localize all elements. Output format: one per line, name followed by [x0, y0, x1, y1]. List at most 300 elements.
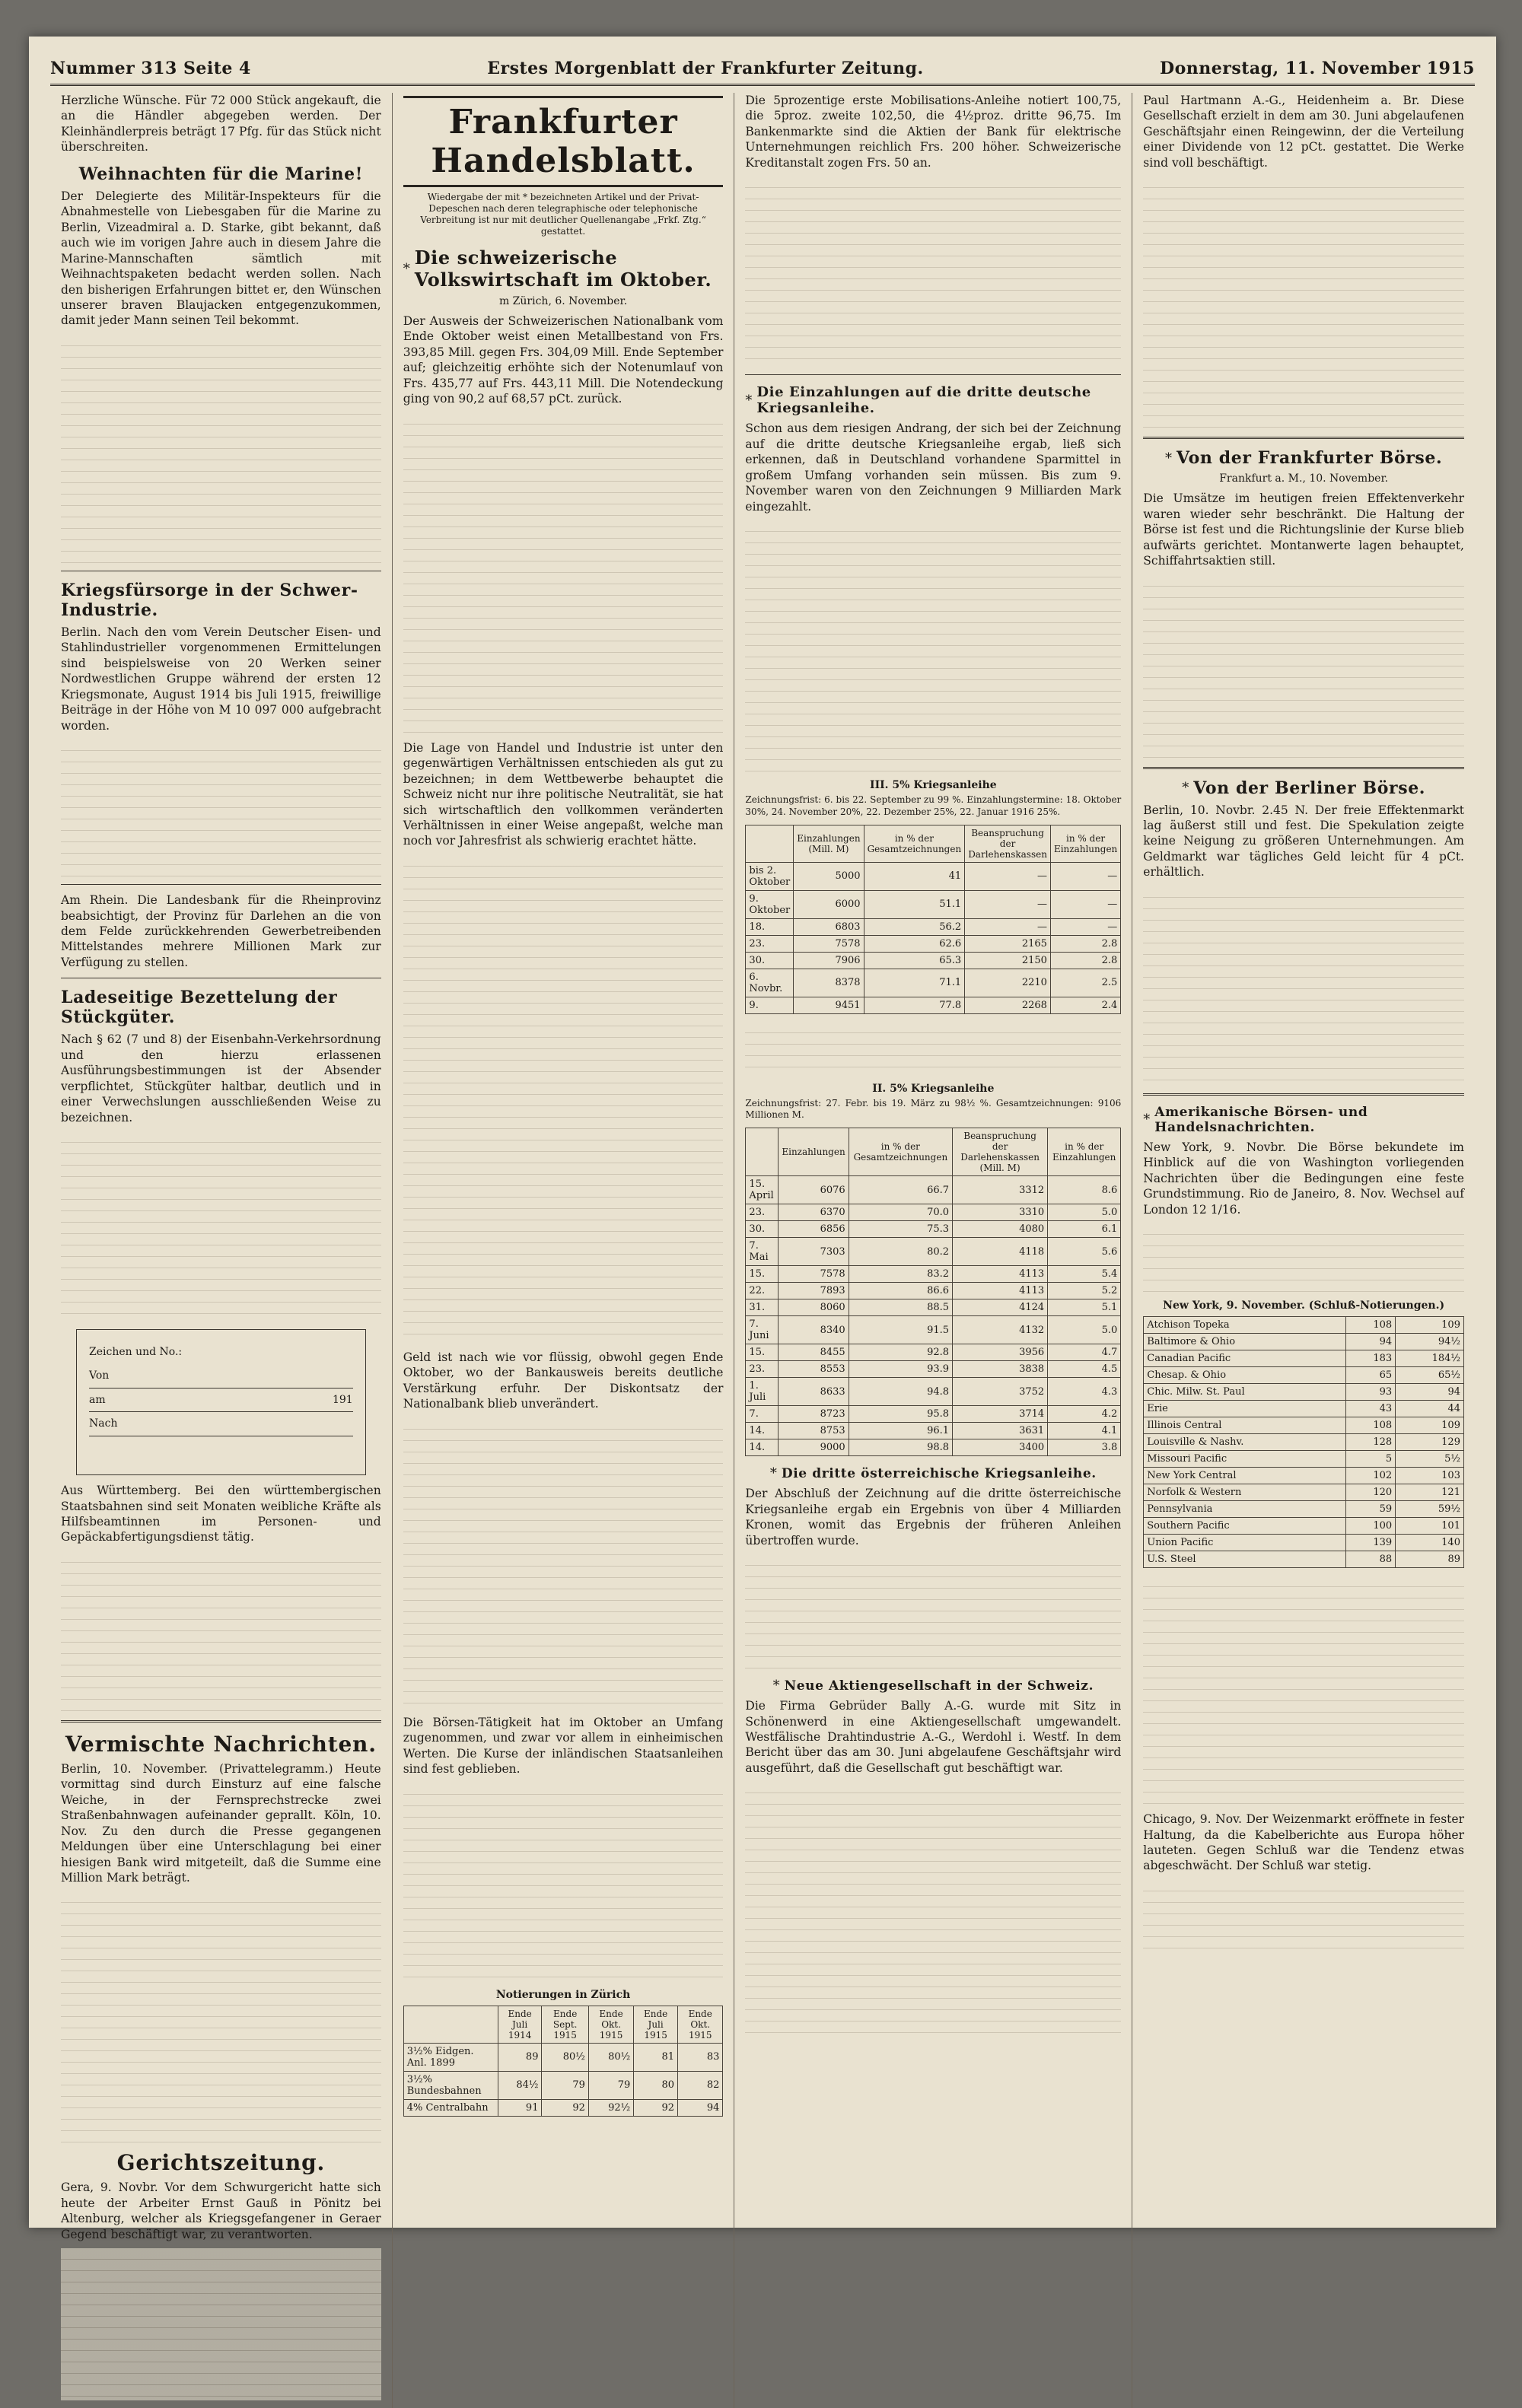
article-headline [745, 1465, 1121, 1481]
table-cell: 6856 [779, 1221, 849, 1238]
table-cell: 6000 [794, 890, 864, 918]
table-cell: — [965, 918, 1051, 935]
table-cell: 91 [498, 2099, 542, 2116]
table-cell: 8.6 [1048, 1176, 1121, 1204]
article-text: Herzliche Wünsche. Für 72 000 Stück angekauft, die an die Händler abgegeben werden. Der Kleinhändlerpreis beträgt 17 Pfg. für das Stück nicht überschreiten. [61, 94, 381, 154]
table-cell: — [965, 890, 1051, 918]
table-header-cell: Beanspruchung der Darlehenskassen (Mill. M) [953, 1128, 1048, 1176]
table-cell: 89 [1396, 1551, 1464, 1568]
headline-text: Die Einzahlungen auf die dritte deutsche Kriegsanleihe. [756, 384, 1091, 417]
table-row [1144, 1484, 1464, 1501]
table-cell: Illinois Central [1144, 1417, 1346, 1434]
table-cell: 140 [1396, 1535, 1464, 1551]
table-cell: 183 [1345, 1350, 1395, 1367]
article-text: Der Abschluß der Zeichnung auf die dritte österreichische Kriegsanleihe ergab ein Ergebnis von über 4 Milliarden Kronen, womit das Ergebnis der früheren Anleihen übertroffen wurde. [745, 1487, 1122, 1548]
asterisk-icon: * [1164, 450, 1172, 466]
column-2 [393, 93, 735, 2408]
table-cell: 9000 [779, 1439, 849, 1456]
section-heading: Gerichtszeitung. [116, 2150, 326, 2176]
table-cell: 128 [1345, 1434, 1395, 1451]
table-cell: 86.6 [849, 1283, 952, 1299]
article-text: Berlin, 10. November. (Privattelegramm.) Heute vormittag sind durch Einsturz auf eine falsche Weiche, in der Fernsprechstrecke zwei Straßenbahnwagen aufeinander geprallt. Köln, 10. Nov. Zu den durch die Presse gegangenen Meldungen über eine Unterschlagung bei einer hiesigen Bank wird mitgeteilt, daß die Summe eine Million Mark beträgt. [61, 1761, 381, 1885]
columns [50, 93, 1475, 2241]
table-row [746, 1238, 1121, 1266]
masthead-note: Wiedergabe der mit * bezeichneten Artikel und der Privat-Depeschen nach deren telegraphische oder telephonische Verbreitung ist nur mit deutlicher Quellenangabe „Frkf. Ztg.“ gestattet. [420, 192, 706, 237]
table-row [746, 952, 1121, 969]
table-cell: 8378 [794, 969, 864, 997]
asterisk-icon: * [1182, 780, 1189, 797]
war-loan-iii-table [745, 825, 1121, 1014]
table-cell: 31. [746, 1299, 779, 1316]
table-cell: 8723 [779, 1406, 849, 1423]
headline-text: Von der Frankfurter Börse. [1176, 448, 1443, 469]
table-cell: 7893 [779, 1283, 849, 1299]
table-row [1144, 1551, 1464, 1568]
table-header-cell: in % der Gesamtzeichnungen [864, 825, 965, 862]
article-text-continued [61, 740, 381, 876]
table-cell: 129 [1396, 1434, 1464, 1451]
form-label: Zeichen und No.: [89, 1346, 183, 1359]
table-cell: — [1050, 862, 1120, 890]
table-caption: New York, 9. November. (Schluß-Notierungen.) [1163, 1299, 1445, 1312]
table-cell: 93.9 [849, 1361, 952, 1378]
article-text: Aus Württemberg. Bei den württembergischen Staatsbahnen sind seit Monaten weibliche Kräfte als Hilfsbeamtinnen im Personen- und Gepäckabfertigungsdienst tätig. [61, 1484, 381, 1544]
table-cell: 4124 [953, 1299, 1048, 1316]
table-cell: 5.0 [1048, 1204, 1121, 1221]
table-cell: 5.1 [1048, 1299, 1121, 1316]
table-cell: 108 [1345, 1317, 1395, 1334]
table-cell: 79 [542, 2071, 588, 2099]
table-cell: 22. [746, 1283, 779, 1299]
table-cell: 80½ [588, 2043, 633, 2071]
article-headline [745, 1678, 1121, 1694]
table-cell: 14. [746, 1439, 779, 1456]
table-cell: 4% Centralbahn [403, 2099, 498, 2116]
table-row [746, 935, 1121, 952]
article-text-continued [403, 1418, 724, 1707]
table-cell: 8455 [779, 1344, 849, 1361]
table-row [1144, 1434, 1464, 1451]
table-row [403, 2099, 723, 2116]
article-headline [61, 581, 381, 620]
table-row [1144, 1350, 1464, 1367]
table-cell: 5.2 [1048, 1283, 1121, 1299]
table-row [1144, 1401, 1464, 1417]
article-text: Die Umsätze im heutigen freien Effektenverkehr waren wieder sehr beschränkt. Die Haltung der Börse ist fest und die Richtungslinie der Kurse blieb aufwärts gerichtet. Montanwerte lagen behauptet, Schiffahrtsaktien still. [1143, 491, 1464, 568]
table-cell: 8553 [779, 1361, 849, 1378]
table-header-cell: Ende Okt. 1915 [588, 2006, 633, 2043]
headline-text: Amerikanische Börsen- und Handelsnachrichten. [1154, 1104, 1368, 1135]
article-headline [61, 988, 381, 1027]
table-cell: 7578 [794, 935, 864, 952]
table-cell: 2.4 [1050, 997, 1120, 1013]
table-cell: 65½ [1396, 1367, 1464, 1384]
table-header-cell [746, 825, 794, 862]
table-cell: 100 [1345, 1518, 1395, 1535]
table-row [746, 862, 1121, 890]
table-cell: 2210 [965, 969, 1051, 997]
table-cell: 5.0 [1048, 1316, 1121, 1344]
table-cell: 8340 [779, 1316, 849, 1344]
table-cell: 80 [634, 2071, 678, 2099]
table-cell: 3838 [953, 1361, 1048, 1378]
article-text-continued [61, 2248, 381, 2400]
table-row [746, 1344, 1121, 1361]
article-headline [1143, 1105, 1464, 1135]
table-cell: 59 [1345, 1501, 1395, 1518]
table-cell: 91.5 [849, 1316, 952, 1344]
table-cell: 9. [746, 997, 794, 1013]
table-cell: 9451 [794, 997, 864, 1013]
article-text-continued [61, 335, 381, 563]
form-year: 191 [332, 1393, 353, 1406]
article-text-continued [403, 413, 724, 733]
table-row [1144, 1501, 1464, 1518]
table-cell: 8633 [779, 1378, 849, 1406]
table-cell: Louisville & Nashv. [1144, 1434, 1346, 1451]
asterisk-icon: * [1143, 1112, 1151, 1128]
newspaper-page [29, 37, 1496, 2241]
article-text-continued [745, 520, 1121, 771]
table-cell: 81 [634, 2043, 678, 2071]
dateline: Frankfurt a. M., 10. November. [1219, 472, 1389, 485]
table-row [746, 969, 1121, 997]
table-cell: Erie [1144, 1401, 1346, 1417]
table-row [746, 1221, 1121, 1238]
stock-quotes-table [1143, 1316, 1464, 1568]
table-cell: 93 [1345, 1384, 1395, 1401]
dateline: m Zürich, 6. November. [498, 295, 628, 307]
table-cell: 94 [678, 2099, 723, 2116]
table-cell: 51.1 [864, 890, 965, 918]
column-3 [734, 93, 1132, 2408]
table-cell: 8060 [779, 1299, 849, 1316]
table-cell: — [1050, 918, 1120, 935]
table-cell: 7906 [794, 952, 864, 969]
table-cell: 56.2 [864, 918, 965, 935]
article-text: Nach § 62 (7 und 8) der Eisenbahn-Verkehrsordnung und den hierzu erlassenen Ausführungsbestimmungen ist der Absender verpflichtet, Stückgüter haltbar, deutlich und in einer Verwechslungen ausschließenden Weise zu bezeichnen. [61, 1032, 381, 1124]
table-cell: 6. Novbr. [746, 969, 794, 997]
table-cell: — [1050, 890, 1120, 918]
headline-text: Kriegsfürsorge in der Schwer-Industrie. [61, 580, 358, 620]
table-cell: 88.5 [849, 1299, 952, 1316]
table-cell: 2.8 [1050, 952, 1120, 969]
article-text: Paul Hartmann A.-G., Heidenheim a. Br. Diese Gesellschaft erzielt in dem am 30. Juni abgelaufenen Geschäftsjahr einen Reingewinn, der die Verteilung einer Dividende von 12 pCt. gestattet. Die Werke sind voll beschäftigt. [1143, 94, 1464, 170]
headline-text: Die schweizerische Volkswirtschaft im Oktober. [414, 247, 712, 291]
table-cell: 7. Mai [746, 1238, 779, 1266]
table-cell: 80½ [542, 2043, 588, 2071]
table-cell: 108 [1345, 1417, 1395, 1434]
headline-text: Von der Berliner Börse. [1193, 778, 1426, 798]
table-cell: 4080 [953, 1221, 1048, 1238]
table-cell: bis 2. Oktober [746, 862, 794, 890]
table-header-cell: Beanspruchung der Darlehenskassen [965, 825, 1051, 862]
divider [1143, 767, 1464, 769]
table-header-cell: in % der Gesamtzeichnungen [849, 1128, 952, 1176]
table-cell: 43 [1345, 1401, 1395, 1417]
table-cell: 2.8 [1050, 935, 1120, 952]
article-text: Gera, 9. Novbr. Vor dem Schwurgericht hatte sich heute der Arbeiter Ernst Gauß in Pönitz bei Altenburg, welcher als Kriegsgefangener in Geraer Gegend beschäftigt war, zu verantworten. [61, 2181, 381, 2241]
issue-date: Donnerstag, 11. November 1915 [1160, 59, 1475, 78]
table-cell: 139 [1345, 1535, 1395, 1551]
table-caption: II. 5% Kriegsanleihe [872, 1082, 995, 1095]
article-text-continued [1143, 575, 1464, 758]
table-cell: 96.1 [849, 1423, 952, 1439]
table-row [403, 2043, 723, 2071]
article-text: Die Börsen-Tätigkeit hat im Oktober an Umfang zugenommen, und zwar vor allem in einheimischen Werten. Die Kurse der inländischen Staatsanleihen sind fest geblieben. [403, 1715, 724, 1777]
table-row [1144, 1334, 1464, 1350]
table-cell: Atchison Topeka [1144, 1317, 1346, 1334]
table-cell: Missouri Pacific [1144, 1451, 1346, 1468]
table-row [746, 1283, 1121, 1299]
table-row [403, 2071, 723, 2099]
table-cell: 4132 [953, 1316, 1048, 1344]
table-cell: Chesap. & Ohio [1144, 1367, 1346, 1384]
table-cell: 23. [746, 935, 794, 952]
table-cell: 44 [1396, 1401, 1464, 1417]
table-cell: 7. Juni [746, 1316, 779, 1344]
table-cell: 4113 [953, 1283, 1048, 1299]
table-cell: 3310 [953, 1204, 1048, 1221]
table-cell: 15. April [746, 1176, 779, 1204]
table-cell: 7. [746, 1406, 779, 1423]
article-text: Am Rhein. Die Landesbank für die Rheinprovinz beabsichtigt, der Provinz für Darlehen an die von dem Felde zurückkehrenden Gewerbetreibenden Mittelstandes mehrere Millionen Mark zur Verfügung zu stellen. [61, 893, 381, 969]
table-row [746, 890, 1121, 918]
table-cell: Chic. Milw. St. Paul [1144, 1384, 1346, 1401]
table-cell: 109 [1396, 1317, 1464, 1334]
table-cell: 88 [1345, 1551, 1395, 1568]
table-cell: 95.8 [849, 1406, 952, 1423]
asterisk-icon: * [745, 392, 753, 409]
table-cell: 94 [1345, 1334, 1395, 1350]
table-cell: 94 [1396, 1384, 1464, 1401]
article-text-continued [745, 1782, 1121, 2033]
war-loan-ii-table [745, 1128, 1121, 1456]
table-cell: 94½ [1396, 1334, 1464, 1350]
table-cell: 5½ [1396, 1451, 1464, 1468]
bond-table [403, 2006, 724, 2117]
label-form-example [76, 1329, 366, 1475]
table-header-cell: Einzahlungen (Mill. M) [794, 825, 864, 862]
table-row [1144, 1535, 1464, 1551]
headline-text: Ladeseitige Bezettelung der Stückgüter. [61, 988, 338, 1028]
table-row [1144, 1367, 1464, 1384]
table-cell: 18. [746, 918, 794, 935]
table-cell: 92½ [588, 2099, 633, 2116]
article-text-continued [403, 1783, 724, 1981]
table-cell: 4.7 [1048, 1344, 1121, 1361]
table-header-cell: Einzahlungen [779, 1128, 849, 1176]
article-text-continued [61, 1551, 381, 1711]
table-row [746, 1316, 1121, 1344]
table-cell: New York Central [1144, 1468, 1346, 1484]
table-cell: 4.1 [1048, 1423, 1121, 1439]
table-cell: 15. [746, 1266, 779, 1283]
table-row [1144, 1384, 1464, 1401]
form-von: Von [89, 1369, 110, 1382]
table-cell: 5 [1345, 1451, 1395, 1468]
newspaper-name: Erstes Morgenblatt der Frankfurter Zeitung. [487, 59, 924, 78]
table-cell: 1. Juli [746, 1378, 779, 1406]
table-cell: 7578 [779, 1266, 849, 1283]
table-row [746, 1176, 1121, 1204]
article-text: Berlin, 10. Novbr. 2.45 N. Der freie Effektenmarkt lag äußerst still und fest. Die Spekulation zeigte keine Neigung zu größeren Unternehmungen. Am Geldmarkt war tägliches Geld leicht für 4 pCt. erhältlich. [1143, 803, 1464, 880]
table-cell: 3400 [953, 1439, 1048, 1456]
table-cell: 9. Oktober [746, 890, 794, 918]
article-text: Die 5prozentige erste Mobilisations-Anleihe notiert 100,75, die 5proz. zweite 102,50, die 4½proz. dritte 96,75. Im Bankenmarkte sind die Aktien der Bank für elektrische Unternehmungen reichlich Frs. 200 höher. Schweizerische Kreditanstalt zogen Frs. 50 an. [745, 94, 1122, 170]
asterisk-icon: * [769, 1465, 777, 1482]
table-cell: 66.7 [849, 1176, 952, 1204]
table-row [746, 1439, 1121, 1456]
table-cell: 41 [864, 862, 965, 890]
table-header-cell: Ende Okt. 1915 [678, 2006, 723, 2043]
table-cell: 109 [1396, 1417, 1464, 1434]
table-row [746, 1378, 1121, 1406]
table-cell: 6.1 [1048, 1221, 1121, 1238]
form-nach: Nach [89, 1417, 118, 1430]
table-cell: 4.2 [1048, 1406, 1121, 1423]
column-1 [50, 93, 393, 2408]
table-cell: 77.8 [864, 997, 965, 1013]
divider [61, 1720, 381, 1722]
article-headline [745, 384, 1121, 416]
table-cell: 83 [678, 2043, 723, 2071]
table-cell: 4.3 [1048, 1378, 1121, 1406]
table-cell: 3312 [953, 1176, 1048, 1204]
table-row [746, 1299, 1121, 1316]
table-cell: 4118 [953, 1238, 1048, 1266]
table-cell: 3714 [953, 1406, 1048, 1423]
article-text-continued [1143, 1223, 1464, 1292]
table-caption: Notierungen in Zürich [495, 1988, 631, 2001]
article-text-continued [1143, 886, 1464, 1084]
table-cell: 103 [1396, 1468, 1464, 1484]
table-row [746, 1406, 1121, 1423]
table-cell: 23. [746, 1361, 779, 1378]
article-text: Der Ausweis der Schweizerischen Nationalbank vom Ende Oktober weist einen Metallbestand von Frs. 393,85 Mill. gegen Frs. 304,09 Mill. Ende September auf; gleichzeitig erhöhte sich der Notenumlauf von Frs. 435,77 auf Frs. 443,11 Mill. Die Notendeckung ging von 90,2 auf 68,57 pCt. zurück. [403, 314, 724, 406]
table-cell: 23. [746, 1204, 779, 1221]
table-cell: 3631 [953, 1423, 1048, 1439]
table-cell: 15. [746, 1344, 779, 1361]
table-cell: 82 [678, 2071, 723, 2099]
table-cell: 120 [1345, 1484, 1395, 1501]
table-cell: 94.8 [849, 1378, 952, 1406]
divider [1143, 1093, 1464, 1096]
article-text-continued [61, 1131, 381, 1322]
table-cell: 3.8 [1048, 1439, 1121, 1456]
divider [1143, 437, 1464, 439]
table-header-cell [746, 1128, 779, 1176]
table-cell: 71.1 [864, 969, 965, 997]
table-cell: 92 [542, 2099, 588, 2116]
table-cell: 2150 [965, 952, 1051, 969]
article-headline [61, 164, 381, 184]
table-cell: 5000 [794, 862, 864, 890]
table-cell: 89 [498, 2043, 542, 2071]
article-text: New York, 9. Novbr. Die Börse bekundete im Hinblick auf die von Washington vorliegenden Nachrichten über die Bedingungen eine feste Grundstimmung. Rio de Janeiro, 8. Nov. Wechsel auf London 12 1/16. [1143, 1140, 1464, 1217]
table-header-cell: Ende Sept. 1915 [542, 2006, 588, 2043]
table-cell: 4113 [953, 1266, 1048, 1283]
table-cell: Baltimore & Ohio [1144, 1334, 1346, 1350]
article-text: Geld ist nach wie vor flüssig, obwohl gegen Ende Oktober, wo der Bankausweis bereits deutliche Verstärkung erfuhr. Der Diskontsatz der Nationalbank blieb unverändert. [403, 1350, 724, 1411]
table-cell: 70.0 [849, 1204, 952, 1221]
table-header-cell: Ende Juli 1915 [634, 2006, 678, 2043]
table-cell: 184½ [1396, 1350, 1464, 1367]
article-text-continued [61, 1891, 381, 2142]
table-cell: 6803 [794, 918, 864, 935]
table-cell: 8753 [779, 1423, 849, 1439]
table-cell: Southern Pacific [1144, 1518, 1346, 1535]
table-cell: 2.5 [1050, 969, 1120, 997]
table-note: Zeichnungsfrist: 6. bis 22. September zu 99 %. Einzahlungstermine: 18. Oktober 30%, 24. November 20%, 22. Dezember 25%, 22. Januar 1916 25%. [745, 794, 1122, 817]
asterisk-icon: * [772, 1678, 780, 1694]
table-cell: 62.6 [864, 935, 965, 952]
asterisk-icon: * [403, 260, 410, 277]
table-cell: Canadian Pacific [1144, 1350, 1346, 1367]
divider [61, 884, 381, 885]
masthead: Frankfurter Handelsblatt. [403, 96, 724, 187]
table-row [1144, 1417, 1464, 1434]
form-am: am [89, 1393, 106, 1406]
article-text-continued [403, 855, 724, 1342]
table-header-cell: Ende Juli 1914 [498, 2006, 542, 2043]
table-cell: 5.6 [1048, 1238, 1121, 1266]
headline-text: Weihnachten für die Marine! [78, 164, 363, 184]
table-cell: 2165 [965, 935, 1051, 952]
page-header [50, 53, 1475, 86]
table-cell: 98.8 [849, 1439, 952, 1456]
table-row [746, 1423, 1121, 1439]
table-row [746, 918, 1121, 935]
article-text-continued [1143, 1880, 1464, 1956]
article-text: Die Lage von Handel und Industrie ist unter den gegenwärtigen Verhältnissen entschieden als gut zu bezeichnen; in dem Wettbewerbe behauptet die Schweiz nicht nur ihre politische Neutralität, sie hat sich wirtschaftlich den vollkommen veränderten Verhältnissen in einer Weise angepaßt, welche man noch vor Jahresfrist als schwierig erachtet hätte. [403, 740, 724, 848]
section-heading: Vermischte Nachrichten. [65, 1731, 377, 1757]
article-text-continued [1143, 177, 1464, 428]
headline-text: Die dritte österreichische Kriegsanleihe. [781, 1465, 1097, 1481]
table-cell: 65 [1345, 1367, 1395, 1384]
table-cell: 80.2 [849, 1238, 952, 1266]
table-cell: 83.2 [849, 1266, 952, 1283]
table-cell: 84½ [498, 2071, 542, 2099]
table-row [746, 997, 1121, 1013]
table-cell: Norfolk & Western [1144, 1484, 1346, 1501]
table-cell: 75.3 [849, 1221, 952, 1238]
table-cell: Pennsylvania [1144, 1501, 1346, 1518]
article-text-continued [745, 1022, 1121, 1075]
table-cell: 3956 [953, 1344, 1048, 1361]
table-row [746, 1361, 1121, 1378]
table-cell: 121 [1396, 1484, 1464, 1501]
table-header-cell: in % der Einzahlungen [1050, 825, 1120, 862]
table-row [1144, 1451, 1464, 1468]
article-text-continued [745, 1554, 1121, 1668]
table-cell: 5.4 [1048, 1266, 1121, 1283]
table-cell: — [965, 862, 1051, 890]
article-headline [403, 247, 724, 291]
market-data-continued [1143, 1576, 1464, 1804]
table-cell: 30. [746, 952, 794, 969]
table-cell: 2268 [965, 997, 1051, 1013]
table-header-cell: in % der Einzahlungen [1048, 1128, 1121, 1176]
table-row [746, 1204, 1121, 1221]
table-cell: 79 [588, 2071, 633, 2099]
headline-text: Neue Aktiengesellschaft in der Schweiz. [784, 1678, 1094, 1694]
table-cell: 3½% Eidgen. Anl. 1899 [403, 2043, 498, 2071]
column-4 [1132, 93, 1475, 2408]
table-cell: 102 [1345, 1468, 1395, 1484]
table-row [1144, 1317, 1464, 1334]
table-cell: 3752 [953, 1378, 1048, 1406]
